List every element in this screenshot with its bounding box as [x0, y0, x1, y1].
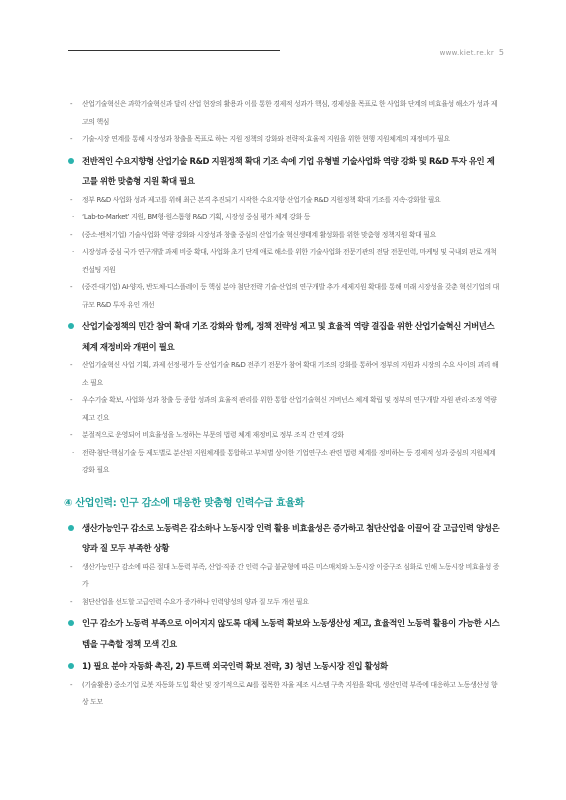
- dash-item: - (중소·벤처기업) 기술사업화 역량 강화와 시장성과 창출 중심의 산업기술 혁신생태계 활성화를 위한 맞춤형 정책지원 확대 필요: [70, 230, 436, 239]
- dash-item: - 산업기술혁신은 과학기술혁신과 달리 산업 현장의 활용과 이를 통한 경제적 성과가 핵심, 경제성을 목표로 한 사업화 단계의 비효율성 해소가 성과 제고의 핵심: [70, 100, 498, 126]
- header-rule: [68, 50, 280, 51]
- dot-item: · 전략·첨단·핵심기술 등 제도별로 분산된 지원체계를 통합하고 부처별 상이한 기업연구소 관련 법령 체계를 정비하는 등 경제적 성과 중심의 지원체계 강화 필요: [72, 448, 496, 474]
- bullet-item: 인구 감소가 노동력 부족으로 이어지지 않도록 대체 노동력 확보와 노동생산성 제고, 효율적인 노동력 활용이 가능한 시스템을 구축할 정책 모색 긴요: [70, 613, 500, 654]
- bullet-item: 산업기술정책의 민간 참여 확대 기조 강화와 함께, 정책 전략성 제고 및 효율적 역량 결집을 위한 산업기술혁신 거버넌스 체계 재정비와 개편이 필요: [70, 316, 500, 357]
- bullet-dot-icon: [68, 620, 74, 626]
- dash-item: - (중견·대기업) AI·양자, 반도체·디스플레이 등 핵심 분야 첨단전략 기술·산업의 연구개발 추가 세제지원 확대를 통해 미래 시장성을 갖춘 혁신기업의 대규모 R&D 투자 유인 개선: [70, 283, 499, 309]
- section-title: ④ 산업인력: 인구 감소에 대응한 맞춤형 인력수급 효율화: [64, 497, 305, 509]
- dash-item: - 첨단산업을 선도할 고급인력 수요가 증가하나 인력양성의 양과 질 모두 개선 필요: [70, 597, 309, 606]
- dash-item: - (기술활용) 중소기업 로봇 자동화 도입 확산 및 장기적으로 AI를 접목한 자율 제조 시스템 구축 지원을 확대, 생산인력 부족에 대응하고 노동생산성 향상 도모: [70, 680, 498, 706]
- dash-item: - 산업기술혁신 사업 기획, 과제 선정·평가 등 산업기술 R&D 전주기 전문가 참여 확대 기조의 강화를 통하여 정부의 지원과 시장의 수요 사이의 괴리 해소 필요: [70, 361, 499, 387]
- dot-item: · ‘Lab-to-Market’ 지원, BM형·원스톱형 R&D 기획, 시장성 중심 평가 체계 강화 등: [72, 213, 311, 221]
- header-url: www.kiet.re.kr: [439, 49, 494, 57]
- bullet-dot-icon: [68, 158, 74, 164]
- bullet-dot-icon: [68, 525, 74, 531]
- page-body: [64, 96, 500, 712]
- dash-item: - 생산가능인구 감소에 따른 절대 노동력 부족, 산업·직종 간 인력 수급 불균형에 따른 미스매치와 노동시장 이중구조 심화로 인해 노동시장 비효율성 증가: [70, 562, 500, 588]
- dash-item: - 우수기술 확보, 사업화 성과 창출 등 종합 성과의 효율적 관리를 위한 통합 산업기술혁신 거버넌스 체계 확립 및 정부의 연구개발 자원 관리·조정 역량 제고 긴요: [70, 396, 497, 422]
- dot-item: · 시장성과 중심 국가 연구개발 과제 비중 확대, 사업화 초기 단계 애로 해소를 위한 기술사업화 전문기관의 전담 전문인력, 마케팅 및 국내외 판로 개척 컨설팅 지원: [72, 248, 497, 274]
- dash-item: - 정부 R&D 사업화 성과 제고를 위해 최근 본격 추진되기 시작한 수요지향 산업기술 R&D 지원정책 확대 기조를 지속·강화할 필요: [70, 195, 441, 204]
- bullet-dot-icon: [68, 323, 74, 329]
- dash-item: - 기술-시장 연계를 통해 시장성과 창출을 목표로 하는 지원 정책의 강화와 전략적·효율적 지원을 위한 현행 지원체계의 재정비가 필요: [70, 135, 450, 143]
- bullet-item: 전반적인 수요지향형 산업기술 R&D 지원정책 확대 기조 속에 기업 유형별 기술사업화 역량 강화 및 R&D 투자 유인 제고를 위한 맞춤형 지원 확대 필요: [70, 151, 500, 192]
- page-number: 5: [498, 48, 504, 57]
- bullet-item: 생산가능인구 감소로 노동력은 감소하나 노동시장 인력 활용 비효율성은 증가하고 첨단산업을 이끌어 갈 고급인력 양성은 양과 질 모두 부족한 상황: [70, 518, 500, 559]
- bullet-item: 1) 필요 분야 자동화 촉진, 2) 투트랙 외국인력 확보 전략, 3) 청년 노동시장 진입 활성화: [70, 656, 500, 677]
- bullet-dot-icon: [68, 663, 74, 669]
- dash-item: - 분절적으로 운영되어 비효율성을 노정하는 부문의 법령 체계 재정비로 정부 조직 간 연계 강화: [70, 431, 344, 439]
